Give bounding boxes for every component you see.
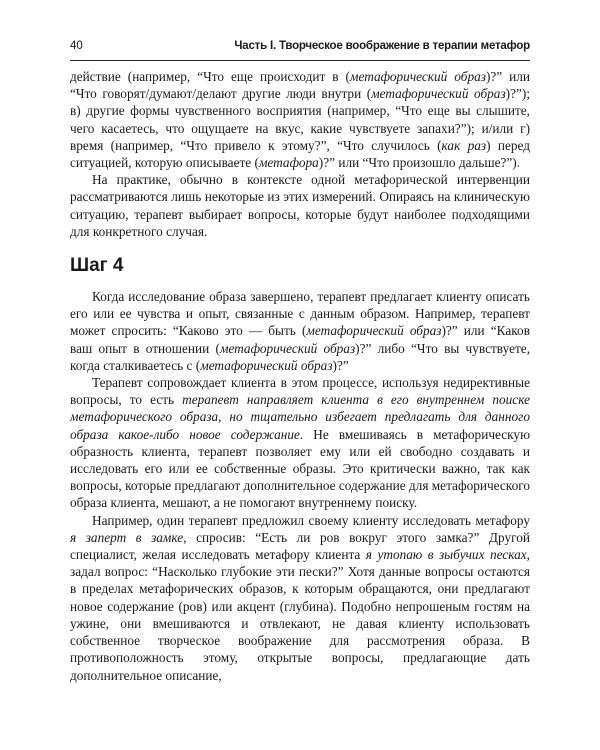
- text-run: ) перед ситуацией, которую описываете (: [70, 137, 530, 171]
- text-run: Терапевт сопровождает клиента в этом процессе, используя недирективные вопросы, то есть: [70, 375, 530, 408]
- italic-run: как раз: [441, 137, 487, 153]
- italic-run: метафорический образ: [306, 323, 442, 339]
- page-header: [70, 38, 530, 61]
- page-number: 40: [70, 40, 83, 52]
- text-run: )?” либо “Что вы чувствуете, когда сталкиваетесь с (: [70, 340, 531, 373]
- italic-run: терапевт направляет клиента в его внутреннем поиске метафорического образа, но тщательно избегает предлагать для данного образа какое-либо новое содержание: [70, 392, 530, 442]
- italic-run: метафорический образ: [349, 69, 486, 84]
- text-run: )?” или “Что произошло дальше?”).: [318, 155, 521, 171]
- page-body: [70, 68, 530, 684]
- italic-run: я утопаю в зыбучих песках: [365, 547, 527, 563]
- italic-run: метафорический образ: [200, 357, 333, 373]
- text-run: )?” или “Каков ваш опыт в отношении (: [70, 323, 530, 356]
- italic-run: я заперт в замке: [70, 529, 184, 545]
- text-run: Когда исследование образа завершено, терапевт предлагает клиенту описать его или ее чувства и опыт, связанные с данным образом. Например, терапевт может спросить: “Каково это — быть (: [70, 289, 530, 339]
- text-run: )?”); в) другие формы чувственного восприятия (например, “Что еще вы слышите, чего касаетесь, что ощущаете на вкус, какие чувствуете запахи?”); и/или г) время (например, “Что привело к этому?”, “Что случилось (: [70, 86, 531, 153]
- italic-run: метафорический образ: [219, 340, 356, 356]
- text-run: На практике, обычно в контексте одной метафорической интервенции рассматриваются лишь некоторые из этих измерений. Опираясь на клиническую ситуацию, терапевт выбирает вопросы, которые будут наиболее подходящими для конкретного случая.: [70, 172, 530, 239]
- text-run: действие (например, “Что еще происходит в (: [70, 69, 350, 84]
- paragraph: [70, 512, 530, 684]
- text-run: . Не вмешиваясь в метафорическую образность клиента, терапевт позволяет ему или ей свободно создавать и исследовать его или ее собственные образы. Это критически важно, так как вопросы, которые предлагают дополнительное содержание для метафорического образа клиента, мешают, а не помогают внутреннему поиску.: [70, 426, 531, 511]
- text-run: )?”: [332, 357, 349, 373]
- text-run: , задал вопрос: “Насколько глубокие эти пески?” Хотя данные вопросы остаются в пределах метафорических образов, к которым обращаются, они предлагают новое содержание (ров) или акцент (глубина). Подобно непрошеным гостям на ужине, они вмешиваются и отвлекают, не давая клиенту использовать собственное творческое воображение для рассмотрения образа. В противоположность этому, открытые вопросы, предлагающие дать дополнительное описание,: [70, 547, 530, 683]
- text-run: )?” или “Что говорят/думают/делают другие люди внутри (: [70, 69, 531, 102]
- italic-run: метафорический образ: [371, 86, 506, 102]
- paragraph: [70, 374, 530, 512]
- text-run: , спросив: “Есть ли ров вокруг этого замка?” Другой специалист, желая исследовать метафору клиента: [70, 529, 530, 563]
- paragraph: [70, 171, 530, 240]
- paragraph: [70, 288, 530, 374]
- section-heading: Шаг 4: [70, 255, 124, 277]
- running-head: Часть I. Творческое воображение в терапии метафор: [234, 40, 530, 52]
- text-run: Например, один терапевт предложил своему клиенту исследовать метафору: [92, 512, 530, 528]
- paragraph: [70, 68, 530, 171]
- italic-run: метафора: [258, 155, 319, 171]
